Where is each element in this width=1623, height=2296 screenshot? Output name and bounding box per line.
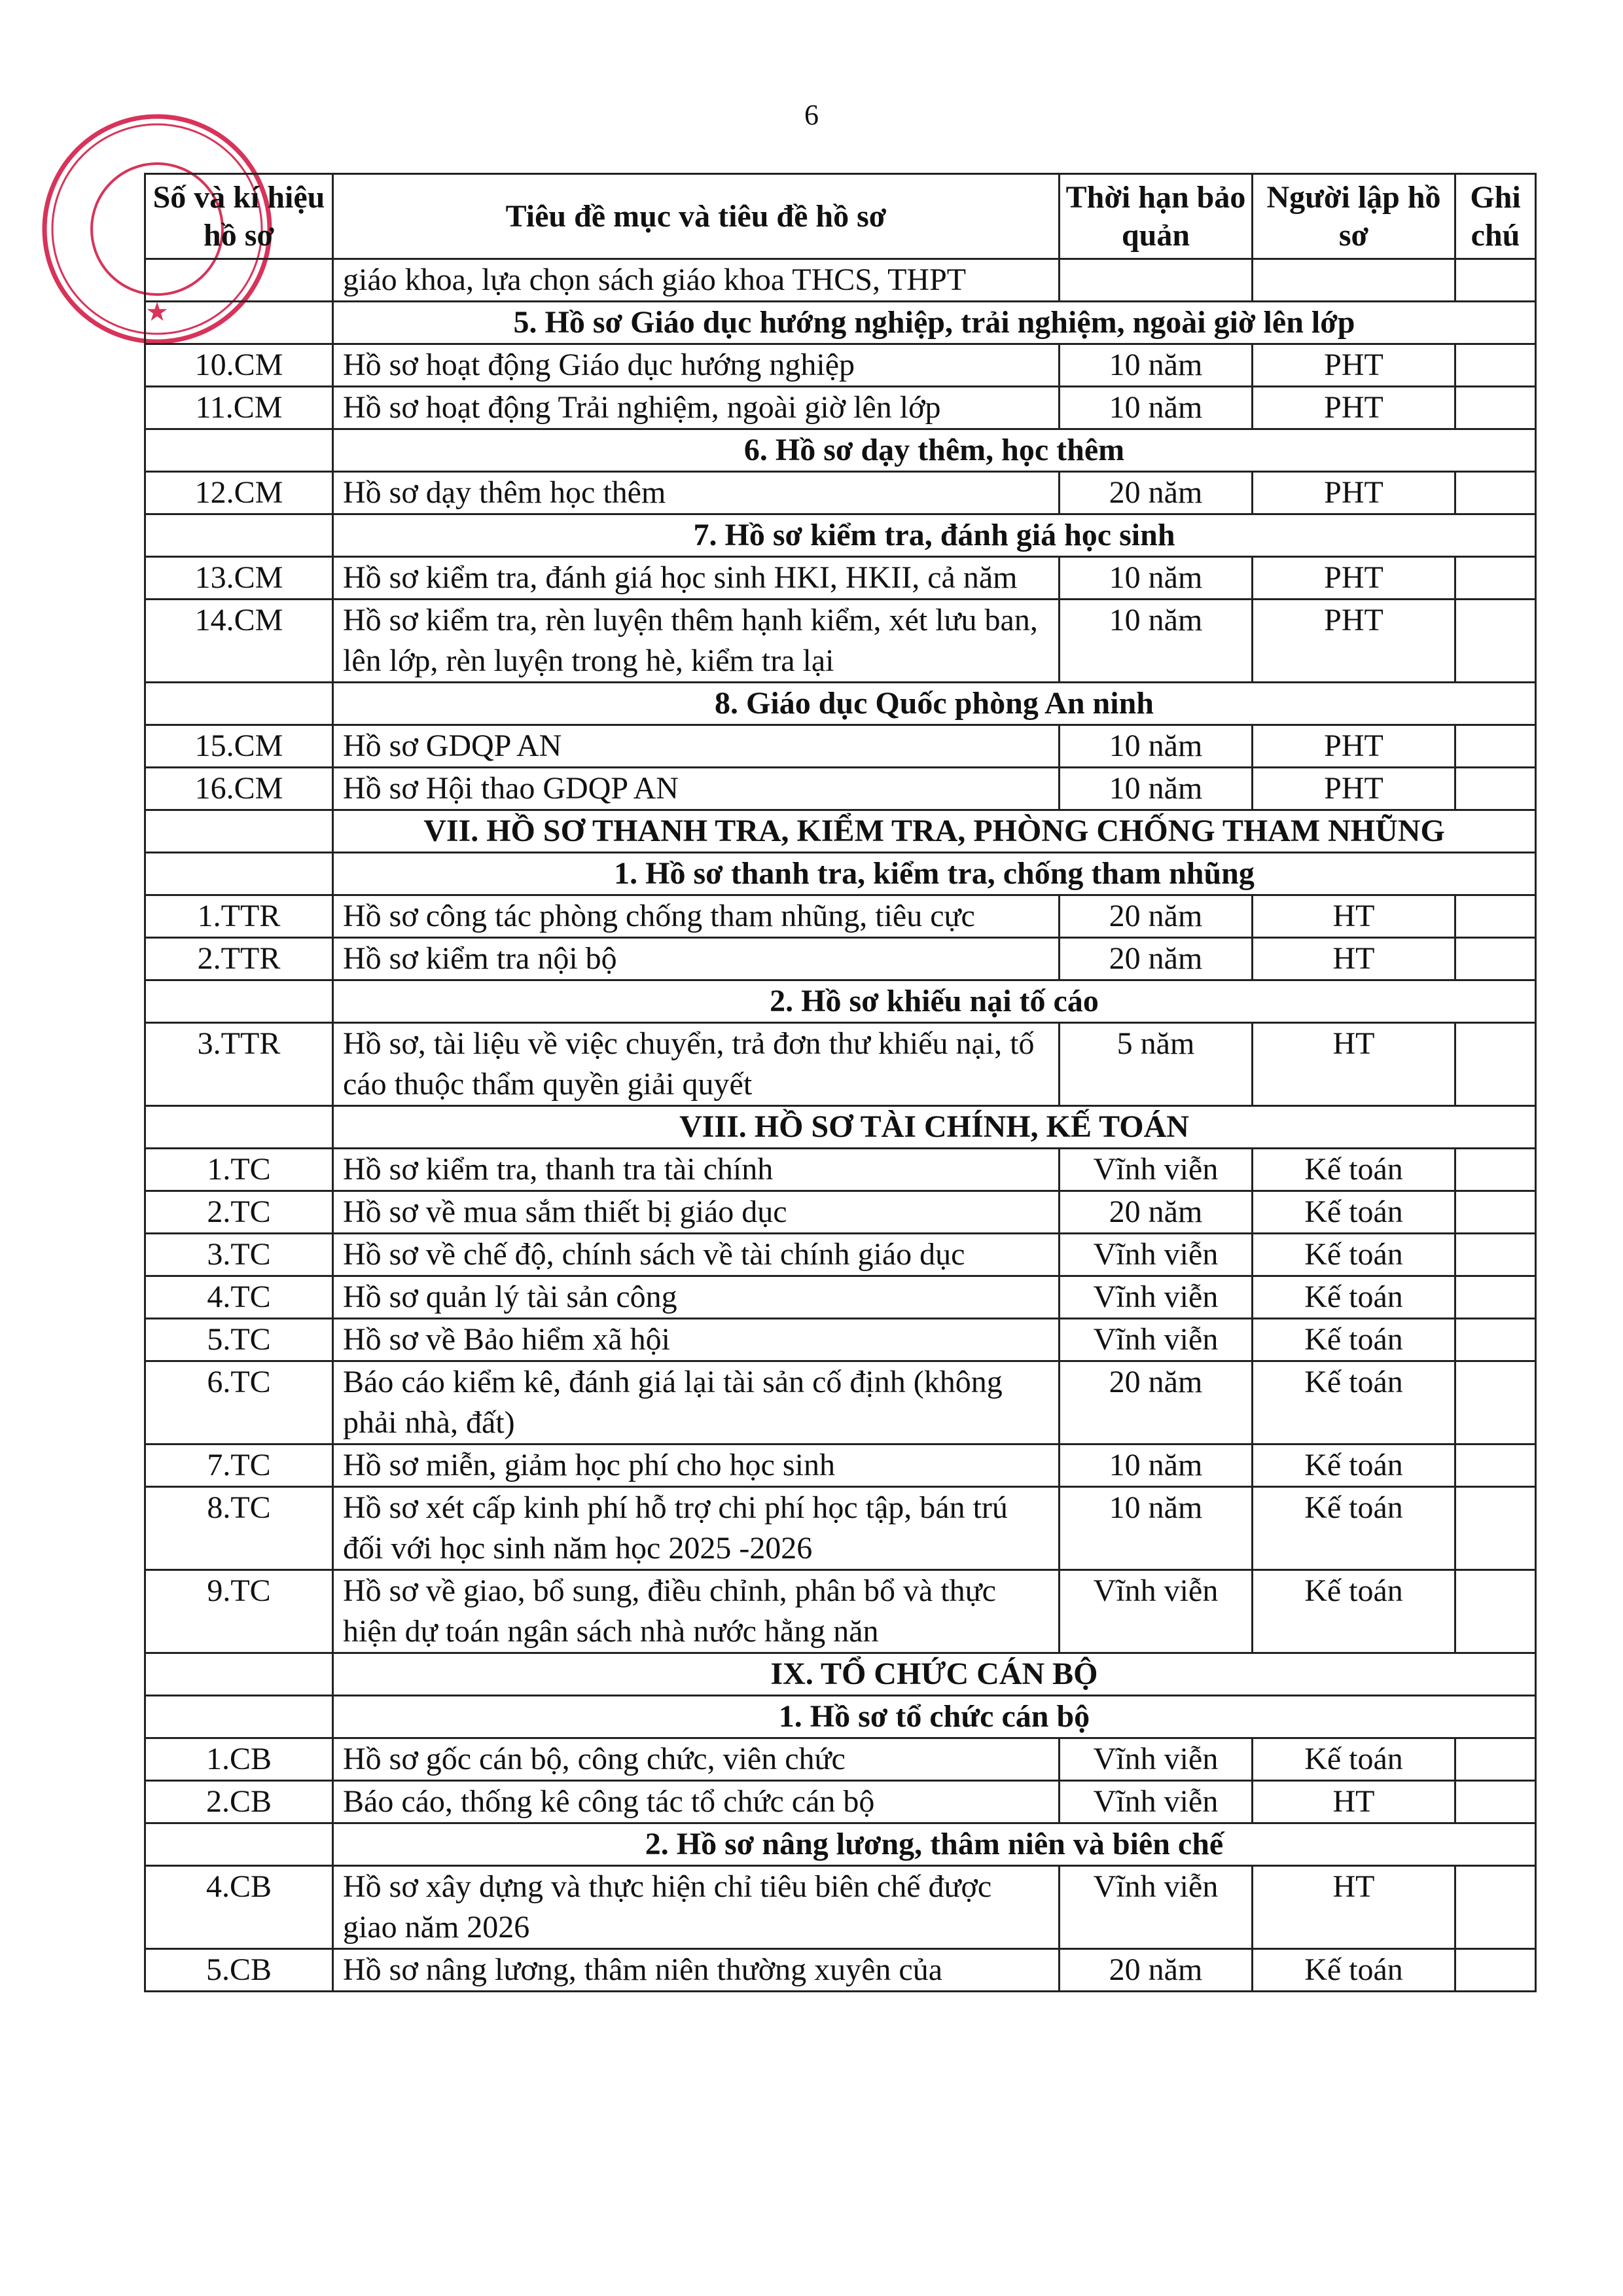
table-row xyxy=(145,1949,1536,1992)
section-code-cell xyxy=(145,810,333,853)
record-title: Hồ sơ gốc cán bộ, công chức, viên chức xyxy=(333,1738,1060,1781)
record-maker: Kế toán xyxy=(1253,1191,1455,1234)
record-retention: 10 năm xyxy=(1060,557,1253,600)
table-row xyxy=(145,1866,1536,1949)
record-maker: Kế toán xyxy=(1253,1149,1455,1191)
record-title: Hồ sơ kiểm tra, thanh tra tài chính xyxy=(333,1149,1060,1191)
record-retention: 20 năm xyxy=(1060,1191,1253,1234)
record-note xyxy=(1455,1191,1536,1234)
record-title: Báo cáo, thống kê công tác tổ chức cán bộ xyxy=(333,1781,1060,1823)
table-row xyxy=(145,1738,1536,1781)
record-title: Hồ sơ GDQP AN xyxy=(333,725,1060,768)
table-row xyxy=(145,1444,1536,1487)
record-maker xyxy=(1253,259,1455,302)
record-note xyxy=(1455,1149,1536,1191)
record-retention: Vĩnh viễn xyxy=(1060,1149,1253,1191)
table-row xyxy=(145,1191,1536,1234)
table-header-row xyxy=(145,174,1536,259)
record-maker: Kế toán xyxy=(1253,1738,1455,1781)
record-code: 4.CB xyxy=(145,1866,333,1949)
record-retention: Vĩnh viễn xyxy=(1060,1234,1253,1276)
table-row xyxy=(145,1276,1536,1319)
section-row xyxy=(145,1696,1536,1738)
record-note xyxy=(1455,1319,1536,1361)
record-retention: 10 năm xyxy=(1060,1444,1253,1487)
record-note xyxy=(1455,1949,1536,1992)
record-maker: PHT xyxy=(1253,387,1455,429)
record-title: Hồ sơ về mua sắm thiết bị giáo dục xyxy=(333,1191,1060,1234)
section-title: IX. TỔ CHỨC CÁN BỘ xyxy=(333,1653,1536,1696)
record-note xyxy=(1455,1234,1536,1276)
section-title: 2. Hồ sơ nâng lương, thâm niên và biên chế xyxy=(333,1823,1536,1866)
section-title: 2. Hồ sơ khiếu nại tố cáo xyxy=(333,980,1536,1023)
record-code: 10.CM xyxy=(145,344,333,387)
record-code: 7.TC xyxy=(145,1444,333,1487)
record-note xyxy=(1455,1276,1536,1319)
record-maker: Kế toán xyxy=(1253,1444,1455,1487)
record-maker: PHT xyxy=(1253,344,1455,387)
table-row xyxy=(145,895,1536,938)
record-code: 3.TTR xyxy=(145,1023,333,1106)
record-maker: Kế toán xyxy=(1253,1276,1455,1319)
record-title: Hồ sơ quản lý tài sản công xyxy=(333,1276,1060,1319)
record-note xyxy=(1455,472,1536,514)
record-title: giáo khoa, lựa chọn sách giáo khoa THCS, THPT xyxy=(333,259,1060,302)
record-note xyxy=(1455,938,1536,980)
section-code-cell xyxy=(145,514,333,557)
record-retention xyxy=(1060,259,1253,302)
record-retention: 20 năm xyxy=(1060,472,1253,514)
table-row xyxy=(145,557,1536,600)
record-note xyxy=(1455,1866,1536,1949)
record-maker: Kế toán xyxy=(1253,1487,1455,1570)
section-title: 1. Hồ sơ tổ chức cán bộ xyxy=(333,1696,1536,1738)
section-row xyxy=(145,429,1536,472)
record-maker: Kế toán xyxy=(1253,1361,1455,1444)
table-row xyxy=(145,600,1536,683)
section-code-cell xyxy=(145,1106,333,1149)
record-title: Hồ sơ kiểm tra, rèn luyện thêm hạnh kiểm, xét lưu ban, lên lớp, rèn luyện trong hè, kiểm tra lại xyxy=(333,600,1060,683)
record-code: 6.TC xyxy=(145,1361,333,1444)
header-code: Số và kí hiệu hồ sơ xyxy=(145,174,333,259)
record-title: Hồ sơ kiểm tra nội bộ xyxy=(333,938,1060,980)
table-row xyxy=(145,259,1536,302)
record-title: Hồ sơ về Bảo hiểm xã hội xyxy=(333,1319,1060,1361)
table-row xyxy=(145,1234,1536,1276)
record-retention: 10 năm xyxy=(1060,725,1253,768)
section-code-cell xyxy=(145,1696,333,1738)
record-note xyxy=(1455,1487,1536,1570)
record-code: 1.TTR xyxy=(145,895,333,938)
record-note xyxy=(1455,895,1536,938)
record-code: 12.CM xyxy=(145,472,333,514)
section-row xyxy=(145,683,1536,725)
svg-text:★: ★ xyxy=(145,297,169,327)
record-title: Hồ sơ, tài liệu về việc chuyển, trả đơn thư khiếu nại, tố cáo thuộc thẩm quyền giải quyết xyxy=(333,1023,1060,1106)
record-code: 8.TC xyxy=(145,1487,333,1570)
table-row xyxy=(145,768,1536,810)
record-retention: 5 năm xyxy=(1060,1023,1253,1106)
record-code xyxy=(145,259,333,302)
record-code: 4.TC xyxy=(145,1276,333,1319)
record-code: 1.TC xyxy=(145,1149,333,1191)
record-maker: PHT xyxy=(1253,768,1455,810)
record-code: 9.TC xyxy=(145,1570,333,1653)
record-note xyxy=(1455,1444,1536,1487)
record-code: 2.TC xyxy=(145,1191,333,1234)
record-maker: PHT xyxy=(1253,725,1455,768)
record-title: Hồ sơ hoạt động Trải nghiệm, ngoài giờ lên lớp xyxy=(333,387,1060,429)
record-note xyxy=(1455,344,1536,387)
record-title: Hồ sơ công tác phòng chống tham nhũng, tiêu cực xyxy=(333,895,1060,938)
record-note xyxy=(1455,1570,1536,1653)
record-code: 11.CM xyxy=(145,387,333,429)
section-code-cell xyxy=(145,683,333,725)
section-code-cell xyxy=(145,980,333,1023)
record-title: Hồ sơ về chế độ, chính sách về tài chính giáo dục xyxy=(333,1234,1060,1276)
header-title: Tiêu đề mục và tiêu đề hồ sơ xyxy=(333,174,1060,259)
record-note xyxy=(1455,259,1536,302)
record-note xyxy=(1455,1023,1536,1106)
record-maker: Kế toán xyxy=(1253,1570,1455,1653)
section-row xyxy=(145,302,1536,344)
record-retention: Vĩnh viễn xyxy=(1060,1738,1253,1781)
section-row xyxy=(145,980,1536,1023)
table-row xyxy=(145,344,1536,387)
record-note xyxy=(1455,1738,1536,1781)
section-title: VII. HỒ SƠ THANH TRA, KIỂM TRA, PHÒNG CHỐNG THAM NHŨNG xyxy=(333,810,1536,853)
record-note xyxy=(1455,768,1536,810)
record-code: 2.TTR xyxy=(145,938,333,980)
header-term: Thời hạn bảo quản xyxy=(1060,174,1253,259)
record-retention: 10 năm xyxy=(1060,344,1253,387)
section-row xyxy=(145,514,1536,557)
record-maker: HT xyxy=(1253,1023,1455,1106)
record-code: 16.CM xyxy=(145,768,333,810)
section-code-cell xyxy=(145,1653,333,1696)
record-retention: 20 năm xyxy=(1060,938,1253,980)
record-maker: PHT xyxy=(1253,472,1455,514)
record-retention: Vĩnh viễn xyxy=(1060,1276,1253,1319)
section-title: 8. Giáo dục Quốc phòng An ninh xyxy=(333,683,1536,725)
section-title: 1. Hồ sơ thanh tra, kiểm tra, chống tham nhũng xyxy=(333,853,1536,895)
header-note: Ghi chú xyxy=(1455,174,1536,259)
record-maker: HT xyxy=(1253,1781,1455,1823)
table-row xyxy=(145,472,1536,514)
record-retention: Vĩnh viễn xyxy=(1060,1319,1253,1361)
record-note xyxy=(1455,557,1536,600)
record-note xyxy=(1455,387,1536,429)
record-retention: 10 năm xyxy=(1060,768,1253,810)
record-maker: PHT xyxy=(1253,600,1455,683)
section-code-cell xyxy=(145,302,333,344)
record-maker: Kế toán xyxy=(1253,1234,1455,1276)
record-title: Hồ sơ miễn, giảm học phí cho học sinh xyxy=(333,1444,1060,1487)
records-table xyxy=(144,173,1537,1992)
record-retention: 20 năm xyxy=(1060,1361,1253,1444)
table-row xyxy=(145,1319,1536,1361)
section-title: 5. Hồ sơ Giáo dục hướng nghiệp, trải nghiệm, ngoài giờ lên lớp xyxy=(333,302,1536,344)
table-row xyxy=(145,1781,1536,1823)
record-code: 3.TC xyxy=(145,1234,333,1276)
table-row xyxy=(145,1149,1536,1191)
header-maker: Người lập hồ sơ xyxy=(1253,174,1455,259)
section-code-cell xyxy=(145,429,333,472)
section-row xyxy=(145,1823,1536,1866)
table-row xyxy=(145,1570,1536,1653)
table-row xyxy=(145,938,1536,980)
record-maker: HT xyxy=(1253,938,1455,980)
record-code: 1.CB xyxy=(145,1738,333,1781)
record-code: 13.CM xyxy=(145,557,333,600)
table-row xyxy=(145,1361,1536,1444)
record-code: 2.CB xyxy=(145,1781,333,1823)
record-note xyxy=(1455,1361,1536,1444)
section-row xyxy=(145,1106,1536,1149)
record-retention: 10 năm xyxy=(1060,387,1253,429)
table-row xyxy=(145,725,1536,768)
record-maker: HT xyxy=(1253,1866,1455,1949)
record-note xyxy=(1455,1781,1536,1823)
section-title: 6. Hồ sơ dạy thêm, học thêm xyxy=(333,429,1536,472)
record-title: Hồ sơ nâng lương, thâm niên thường xuyên của xyxy=(333,1949,1060,1992)
section-title: VIII. HỒ SƠ TÀI CHÍNH, KẾ TOÁN xyxy=(333,1106,1536,1149)
table-body xyxy=(145,259,1536,1992)
record-title: Hồ sơ kiểm tra, đánh giá học sinh HKI, HKII, cả năm xyxy=(333,557,1060,600)
record-retention: Vĩnh viễn xyxy=(1060,1781,1253,1823)
record-note xyxy=(1455,600,1536,683)
record-retention: 20 năm xyxy=(1060,895,1253,938)
record-maker: Kế toán xyxy=(1253,1319,1455,1361)
record-maker: PHT xyxy=(1253,557,1455,600)
table-row xyxy=(145,1023,1536,1106)
record-title: Hồ sơ xây dựng và thực hiện chỉ tiêu biên chế được giao năm 2026 xyxy=(333,1866,1060,1949)
section-code-cell xyxy=(145,853,333,895)
record-code: 15.CM xyxy=(145,725,333,768)
record-title: Hồ sơ về giao, bổ sung, điều chỉnh, phân bổ và thực hiện dự toán ngân sách nhà nước hằng năn xyxy=(333,1570,1060,1653)
record-retention: Vĩnh viễn xyxy=(1060,1866,1253,1949)
record-title: Hồ sơ hoạt động Giáo dục hướng nghiệp xyxy=(333,344,1060,387)
record-maker: Kế toán xyxy=(1253,1949,1455,1992)
section-title: 7. Hồ sơ kiểm tra, đánh giá học sinh xyxy=(333,514,1536,557)
table-row xyxy=(145,387,1536,429)
record-code: 5.CB xyxy=(145,1949,333,1992)
record-title: Hồ sơ Hội thao GDQP AN xyxy=(333,768,1060,810)
section-code-cell xyxy=(145,1823,333,1866)
record-title: Hồ sơ xét cấp kinh phí hỗ trợ chi phí học tập, bán trú đối với học sinh năm học 2025 -2026 xyxy=(333,1487,1060,1570)
section-row xyxy=(145,810,1536,853)
record-title: Hồ sơ dạy thêm học thêm xyxy=(333,472,1060,514)
record-note xyxy=(1455,725,1536,768)
record-maker: HT xyxy=(1253,895,1455,938)
table-row xyxy=(145,1487,1536,1570)
record-retention: 10 năm xyxy=(1060,1487,1253,1570)
record-retention: Vĩnh viễn xyxy=(1060,1570,1253,1653)
record-title: Báo cáo kiểm kê, đánh giá lại tài sản cố định (không phải nhà, đất) xyxy=(333,1361,1060,1444)
record-retention: 10 năm xyxy=(1060,600,1253,683)
record-retention: 20 năm xyxy=(1060,1949,1253,1992)
section-row xyxy=(145,853,1536,895)
record-code: 5.TC xyxy=(145,1319,333,1361)
page-number: 6 xyxy=(804,99,819,131)
record-code: 14.CM xyxy=(145,600,333,683)
section-row xyxy=(145,1653,1536,1696)
